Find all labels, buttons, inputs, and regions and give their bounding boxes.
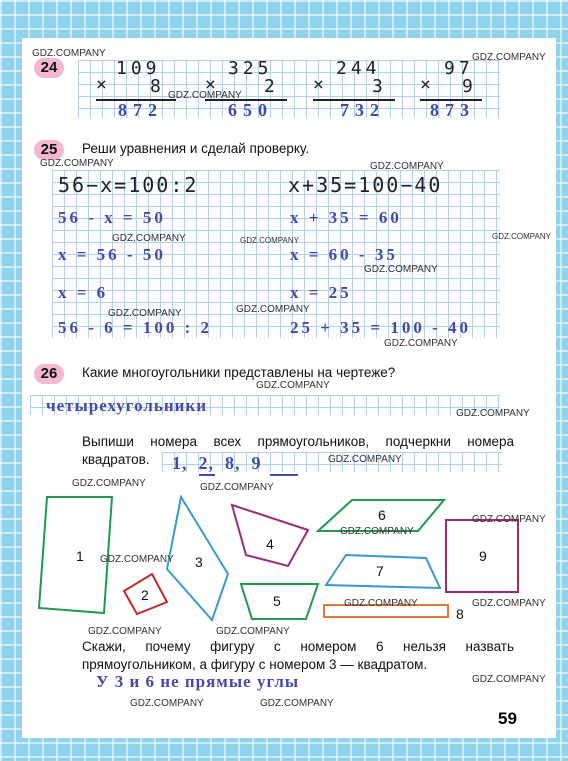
watermark: GDZ.COMPANY [40,158,114,169]
watermark: GDZ.COMPANY [340,526,414,537]
right-step-1: x + 35 = 60 [290,208,402,227]
factor-bottom: 3 [372,76,383,97]
watermark: GDZ.COMPANY [168,90,242,101]
watermark: GDZ.COMPANY [370,161,444,172]
factor-bottom: 2 [264,76,275,97]
task26-number: 26 [34,364,64,384]
task26-question: Какие многоугольники представлены на чертеже? [82,365,396,380]
watermark: GDZ.COMPANY [108,308,182,319]
watermark: GDZ.COMPANY [32,48,106,59]
factor-bottom: 8 [150,76,161,97]
watermark: GDZ.COMPANY [236,304,310,315]
shape-label-1: 1 [76,548,84,564]
equation-2: x+35=100−40 [288,173,443,197]
answer2: 1, 2, 8, 9 [172,453,262,473]
factor-top: 109 [116,58,161,79]
left-step-4: 56 - 6 = 100 : 2 [58,318,213,337]
watermark: GDZ.COMPANY [364,264,438,275]
right-step-2: x = 60 - 35 [290,245,398,264]
watermark: GDZ.COMPANY [216,626,290,637]
task25-instruction: Реши уравнения и сделай проверку. [82,141,310,156]
factor-bottom: 9 [462,76,473,97]
product-answer: 873 [430,100,475,120]
square-underline-2 [199,474,215,476]
watermark: GDZ.COMPANY [384,338,458,349]
shape-label-9: 9 [479,548,487,564]
shape-label-5: 5 [273,593,281,609]
shape-label-3: 3 [195,554,203,570]
product-answer: 732 [340,100,385,120]
watermark: GDZ.COMPANY [492,232,551,241]
instruction2-text: Выпиши номера всех прямоугольников, подчеркни номера квадратов. [82,434,514,467]
watermark: GDZ.COMPANY [472,514,546,525]
product-answer: 872 [118,100,163,120]
watermark: GDZ.COMPANY [256,380,330,391]
question3-text: Скажи, почему фигуру с номером 6 нельзя назвать прямоугольником, а фигуру с номером 3 — квадратом. [82,639,514,672]
watermark: GDZ.COMPANY [328,454,402,465]
watermark: GDZ.COMPANY [72,478,146,489]
task25-number: 25 [34,140,64,160]
right-step-3: x = 25 [290,283,352,302]
product-answer: 650 [228,100,273,120]
watermark: GDZ.COMPANY [130,698,204,709]
times-sign: × [96,74,107,95]
shape-label-8: 8 [456,606,464,622]
shape-label-7: 7 [376,563,384,579]
shape-label-2: 2 [141,587,149,603]
shape-label-6: 6 [378,507,386,523]
left-step-1: 56 - x = 50 [58,208,166,227]
watermark: GDZ.COMPANY [100,554,174,565]
left-step-2: x = 56 - 50 [58,245,166,264]
answer3: У 3 и 6 не прямые углы [96,672,300,691]
watermark: GDZ.COMPANY [472,674,546,685]
watermark: GDZ.COMPANY [112,233,186,244]
factor-top: 325 [228,58,273,79]
answer1: четырехугольники [46,396,208,415]
left-step-3: x = 6 [58,283,109,302]
watermark: GDZ.COMPANY [260,698,334,709]
page-number: 59 [498,709,517,728]
watermark: GDZ.COMPANY [472,598,546,609]
equation-1: 56−x=100:2 [58,173,199,197]
shape-label-4: 4 [266,536,274,552]
times-sign: × [420,74,431,95]
watermark: GDZ.COMPANY [240,236,299,245]
factor-top: 244 [336,58,381,79]
watermark: GDZ.COMPANY [456,408,530,419]
square-underline-9 [270,474,298,476]
factor-top: 97 [444,58,474,79]
watermark: GDZ.COMPANY [88,626,162,637]
task24-number: 24 [34,58,64,78]
task26-question3 [82,638,514,674]
times-sign: × [313,74,324,95]
watermark: GDZ.COMPANY [472,52,546,63]
times-sign: × [205,74,216,95]
watermark: GDZ.COMPANY [344,598,418,609]
right-step-4: 25 + 35 = 100 - 40 [290,318,472,337]
watermark: GDZ.COMPANY [200,482,274,493]
